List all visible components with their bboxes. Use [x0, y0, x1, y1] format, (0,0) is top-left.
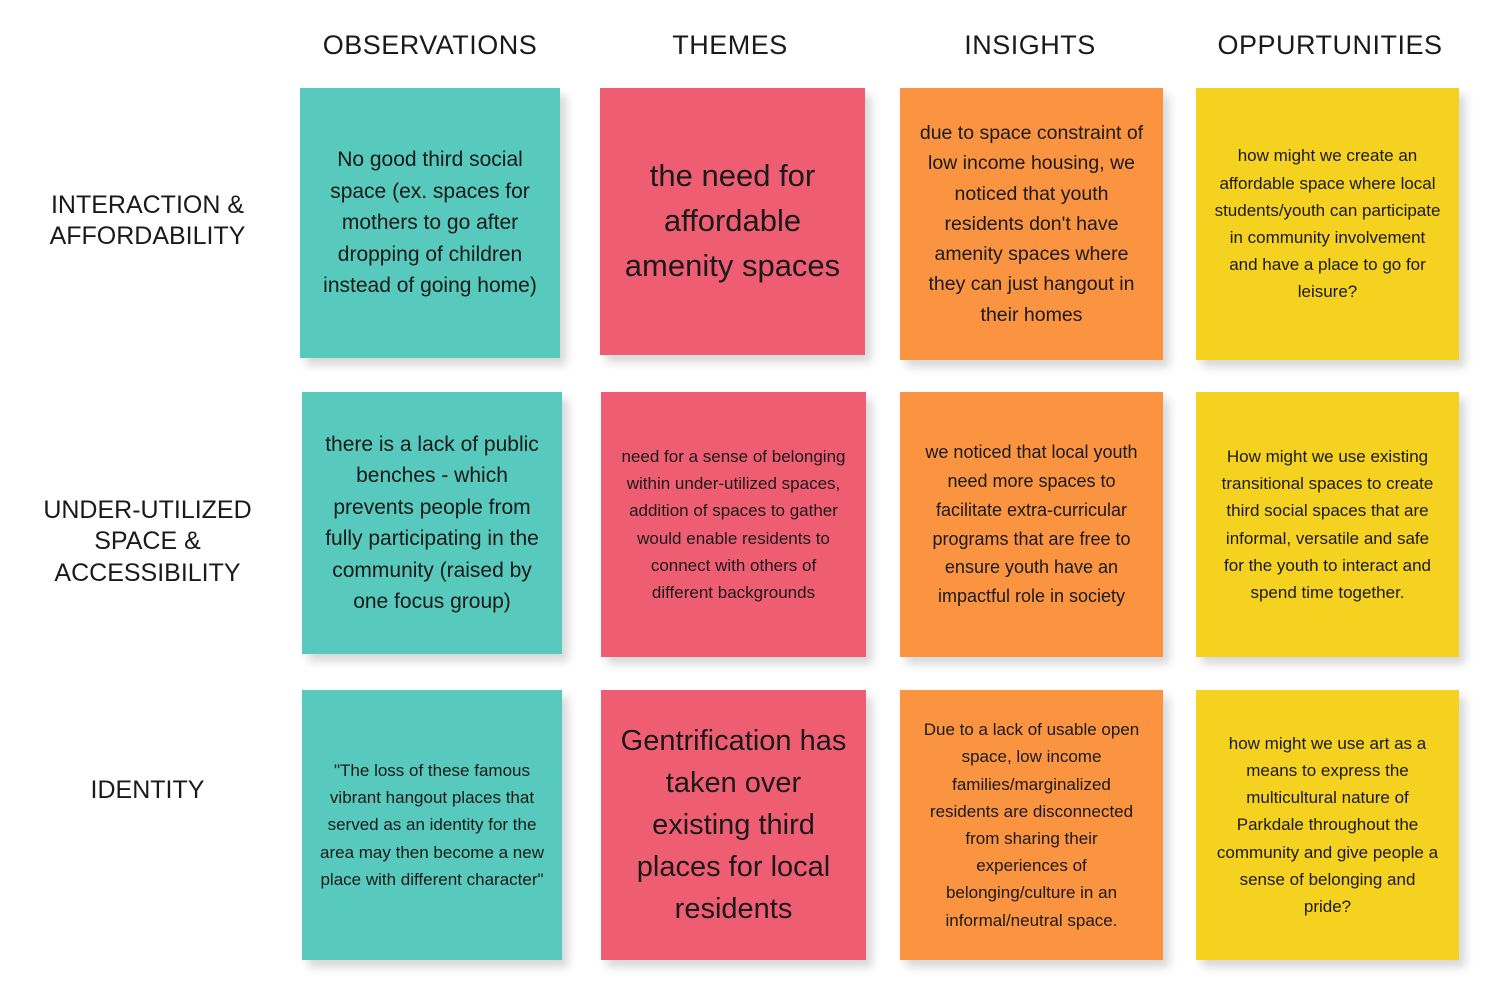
sticky-note[interactable] — [900, 392, 1163, 657]
sticky-note-text: how might we use art as a means to express the multicultural nature of Parkdale throughout the community and give people a sense of belonging and pride? — [1216, 733, 1439, 916]
sticky-note[interactable] — [302, 392, 562, 654]
row-label-interaction-affordability: INTERACTION & AFFORDABILITY — [49, 191, 246, 251]
sticky-note[interactable] — [302, 690, 562, 960]
sticky-note-text: "The loss of these famous vibrant hangout places that served as an identity for the area may then become a new place with different character" — [320, 761, 544, 889]
row-label-identity: IDENTITY — [90, 776, 205, 804]
sticky-note-text: the need for affordable amenity spaces — [624, 158, 841, 283]
sticky-note-text: need for a sense of belonging within under-utilized spaces, addition of spaces to gather would enable residents to connect with others of different backgrounds — [621, 446, 846, 602]
sticky-note[interactable] — [1196, 690, 1459, 960]
column-header-observations: OBSERVATIONS — [322, 30, 538, 60]
sticky-note[interactable] — [601, 392, 866, 657]
column-header-themes: THEMES — [672, 30, 788, 60]
sticky-note[interactable] — [1196, 392, 1459, 657]
row-label-under-utilized-space-accessibility: UNDER-UTILIZED SPACE & ACCESSIBILITY — [43, 496, 252, 587]
sticky-note[interactable] — [900, 88, 1163, 360]
sticky-note-text: No good third social space (ex. spaces for mothers to go after dropping of children instead of going home) — [323, 148, 537, 298]
sticky-note[interactable] — [900, 690, 1163, 960]
sticky-note[interactable] — [601, 690, 866, 960]
sticky-note-text: due to space constraint of low income housing, we noticed that youth residents don't have amenity spaces where they can just hangout in their homes — [919, 122, 1144, 326]
sticky-note[interactable] — [600, 88, 865, 355]
sticky-note-text: How might we use existing transitional spaces to create third social spaces that are informal, versatile and safe for the youth to interact and spend time together. — [1221, 446, 1434, 602]
sticky-note-text: we noticed that local youth need more spaces to facilitate extra-curricular programs that are free to ensure youth have an impactful role in society — [925, 442, 1138, 607]
sticky-note-text: how might we create an affordable space where local students/youth can participate in community involvement and have a place to go for leisure? — [1214, 146, 1441, 302]
column-header-oppurtunities: OPPURTUNITIES — [1217, 30, 1443, 60]
sticky-note-text: Gentrification has taken over existing third places for local residents — [620, 724, 847, 926]
sticky-note-text: there is a lack of public benches - which prevents people from fully participating in the community (raised by one focus group) — [325, 432, 539, 613]
sticky-note[interactable] — [1196, 88, 1459, 360]
sticky-note[interactable] — [300, 88, 560, 358]
sticky-note-text: Due to a lack of usable open space, low income families/marginalized residents are disconnected from sharing their experiences of belonging/culture in an informal/neutral space. — [923, 720, 1140, 930]
column-header-insights: INSIGHTS — [964, 30, 1096, 60]
